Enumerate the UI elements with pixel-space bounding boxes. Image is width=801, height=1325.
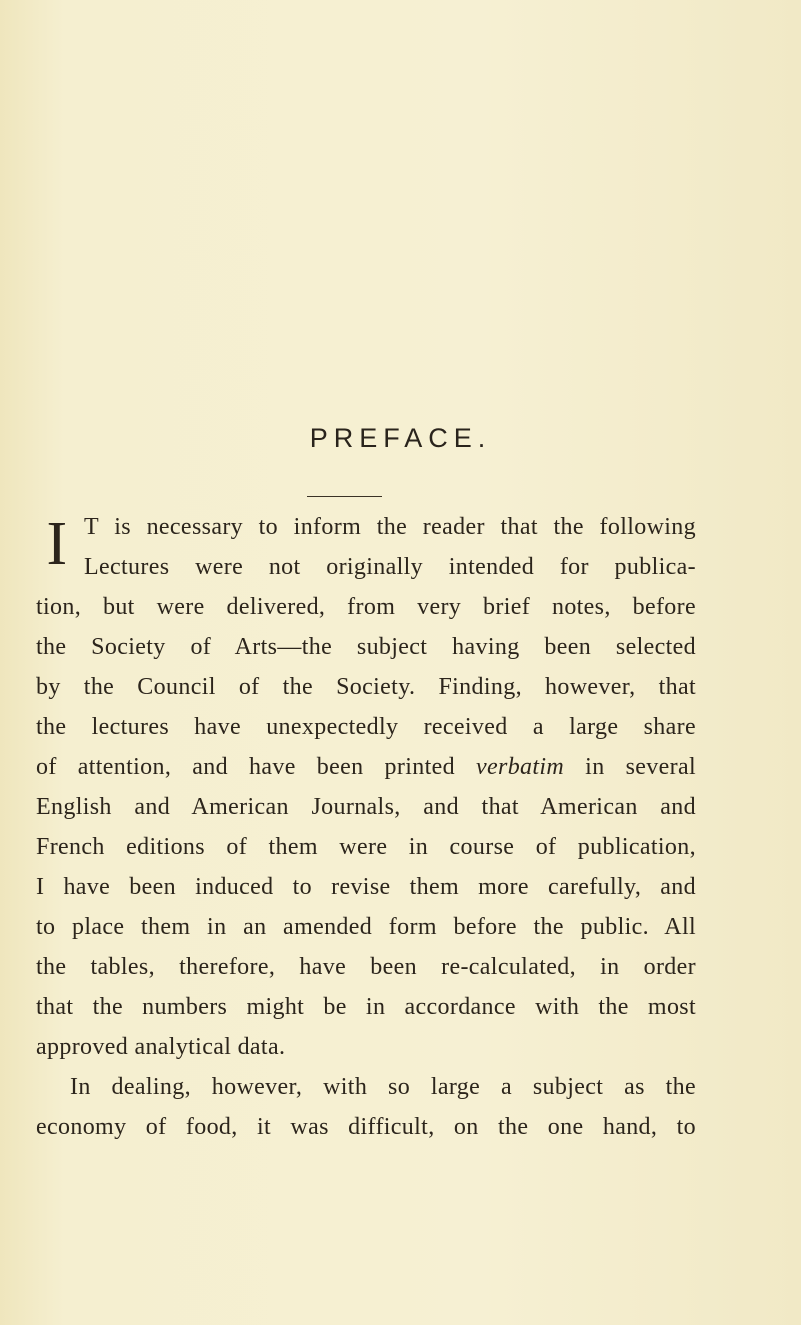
paragraph-2	[36, 1067, 696, 1147]
text-line: that the numbers might be in accordance with the most	[36, 994, 696, 1020]
body-text	[36, 507, 696, 1147]
paragraph-1	[36, 507, 696, 1067]
title-rule	[307, 496, 382, 497]
text-line: I have been induced to revise them more carefully, and	[36, 874, 696, 900]
text-line: the Society of Arts—the subject having been selected	[36, 634, 696, 660]
text-line: T is necessary to inform the reader that the following	[84, 514, 696, 540]
text-line: Lectures were not originally intended for publica-	[84, 554, 696, 580]
text-segment: in several	[564, 754, 696, 780]
text-line: the lectures have unexpectedly received a large share	[36, 714, 696, 740]
text-line-verbatim	[36, 747, 696, 787]
page-title: PREFACE.	[309, 423, 492, 453]
text-segment: of attention, and have been printed	[36, 754, 476, 780]
text-line: economy of food, it was difficult, on the one hand, to	[36, 1114, 696, 1140]
text-line: approved analytical data.	[36, 1034, 286, 1060]
italic-word: verbatim	[476, 754, 565, 780]
text-line: English and American Journals, and that American and	[36, 794, 696, 820]
drop-cap: I	[46, 510, 68, 578]
text-line: In dealing, however, with so large a subject as the	[70, 1074, 696, 1100]
text-line: by the Council of the Society. Finding, however, that	[36, 674, 696, 700]
text-line: to place them in an amended form before the public. All	[36, 914, 696, 940]
text-line: French editions of them were in course of publication,	[36, 834, 696, 860]
text-line: the tables, therefore, have been re-calculated, in order	[36, 954, 696, 980]
text-line: tion, but were delivered, from very brief notes, before	[36, 594, 696, 620]
